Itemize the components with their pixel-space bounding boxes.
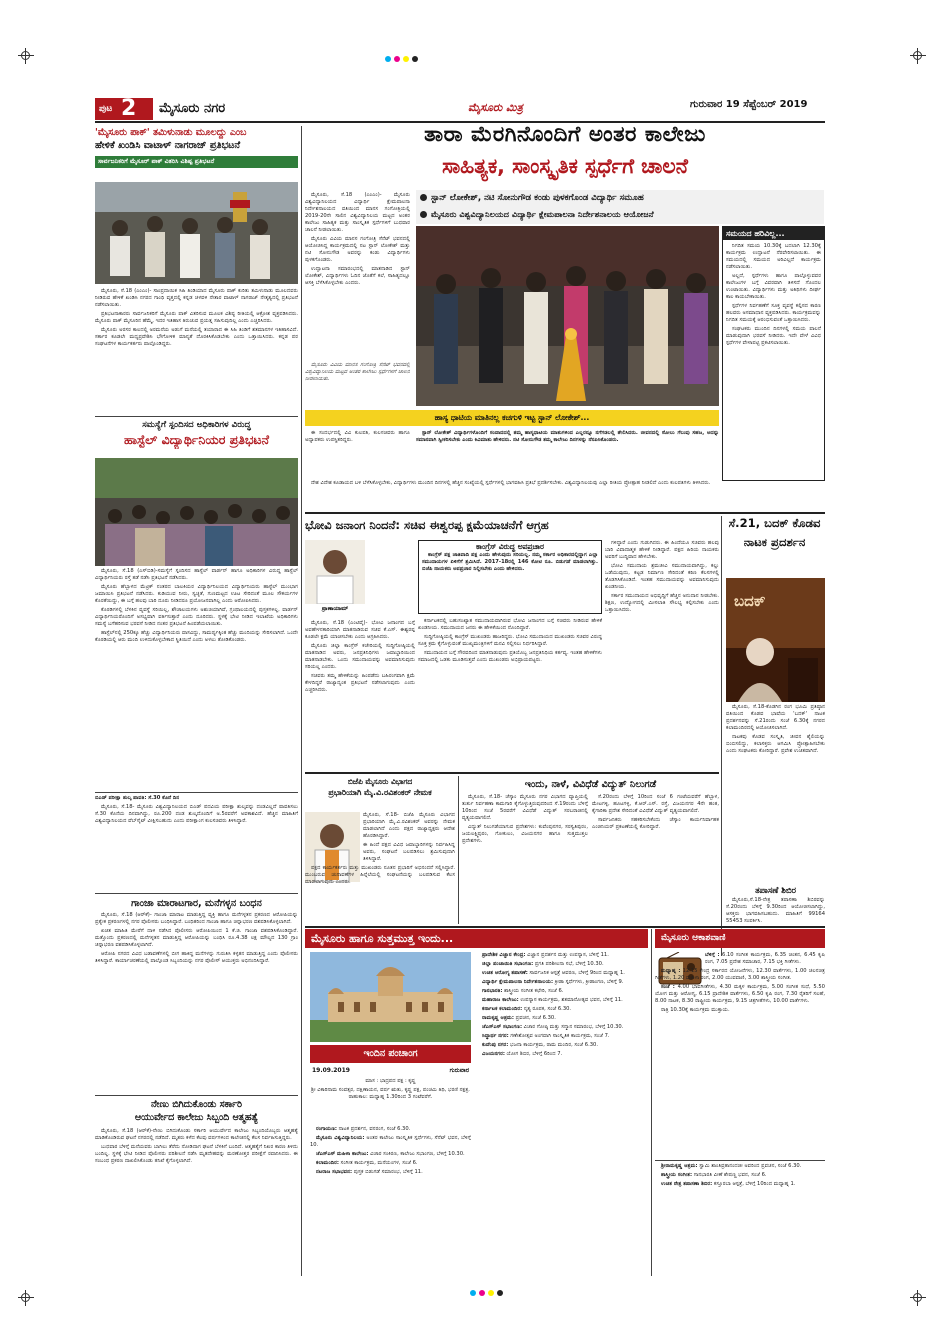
power-body-col2: ಸೆ.20ರಂದು ಬೆಳಿಗ್ಗೆ 10ರಿಂದ ಸಂಜೆ 6 ಗಂಟೆಯವರೆಗೆ ಹೆಬ್ಬಾಳ, ಮೇಟಗಳ್ಳಿ, ಹೂಟಗಳ್ಳಿ, ಕೆ.ಆರ್.ಎಸ್. ರಸ್ತೆ, ವಿಜಯನಗರ 4ನೇ ಹಂತ, ಕೈಗಾರಿಕಾ ಪ್ರದೇಶ ಸೇರಿದಂತೆ ವಿವಿಧೆಡೆ ವಿದ್ಯುತ್ ವ್ಯತ್ಯಯವಾಗಲಿದೆ. ಸಾರ್ವಜನಿಕರು ಸಹಕರಿಸಬೇಕೆಂದು ಚೆಸ್ಕಾಂ ಕಾರ್ಯನಿರ್ವಾಹಕ ಎಂಜಿನಿಯರ್ ಪ್ರಕಟಣೆಯಲ್ಲಿ ಕೋರಿದ್ದಾರೆ.: [592, 794, 719, 830]
divider: [95, 416, 298, 417]
lead-quote-body: ಸ್ಟಾನ್ ಲೋಕೇಶ್ ವಿದ್ಯಾರ್ಥಿಗಳೊಂದಿಗೆ ಸಂವಾದದಲ್ಲಿ ತಮ್ಮ ಹಾಸ್ಯಧಾಟಿಯ ಮಾತುಗಳಿಂದ ಎಲ್ಲರನ್ನೂ ನಗೆಗಡಲಲ್ಲಿ ತೇಲಿಸಿದರು. ಜೀವನದಲ್ಲಿ ಸೋಲು ಗೆಲುವು ಸಹಜ, ಅದನ್ನು ಸಮಾನವಾಗಿ ಸ್ವೀಕರಿಸಬೇಕು ಎಂದು ಕಿವಿಮಾತು ಹೇಳಿದರು. ನಟಿ ಸೋನುಗೌಡ ತಮ್ಮ ಕಾಲೇಜು ದಿನಗಳನ್ನು ನೆನಪಿಸಿಕೊಂಡರು.: [416, 430, 719, 443]
section-rule: [305, 772, 719, 774]
lead-headline-line2: ಸಾಹಿತ್ಯಕ, ಸಾಂಸ್ಕೃತಿಕ ಸ್ಪರ್ಧೆಗೆ ಚಾಲನೆ: [442, 154, 688, 178]
events-title: ಮೈಸೂರು ಹಾಗೂ ಸುತ್ತಮುತ್ತ ಇಂದು...: [311, 932, 454, 945]
sidebar-body: ನಿಗದಿತ ಸಮಯ 10.30ಕ್ಕೆ ಬದಲಾಗಿ 12.30ಕ್ಕೆ ಕಾರ್ಯಕ್ರಮ ಉದ್ಘಾಟನೆ ನೆರವೇರಿಸಲಾಯಿತು. ಈ ಸಮಯದಲ್ಲಿ ಸಮಯದ ಅರಿವಿಲ್ಲದೆ ಕಾರ್ಯಕ್ರಮ ನಡೆಸಲಾಯಿತು. ಅಲ್ಲದೆ, ಸ್ಪರ್ಧೆಗಳು ಹಾಗೂ ಪಾಲ್ಗೊಳ್ಳುವವರ ಕಾಲೇಜುಗಳ ಬಗ್ಗೆ ವಿವರವಾಗಿ ತಿಳಿಸದೆ ಗೊಂದಲ ಉಂಟಾಯಿತು. ವಿದ್ಯಾರ್ಥಿಗಳು ಮತ್ತು ಅತಿಥಿಗಳು ದೀರ್ಘ ಕಾಲ ಕಾಯಬೇಕಾಯಿತು. ಸ್ಪರ್ಧೆಗಳ ನಿರ್ವಹಣೆಗೆ ಸೂಕ್ತ ವ್ಯವಸ್ಥೆ ಕಲ್ಪಿಸದ ಕಾರಣ ಹಲವರು ಅಸಮಾಧಾನ ವ್ಯಕ್ತಪಡಿಸಿದರು. ಕಾರ್ಯಕ್ರಮವನ್ನು ನಿಗದಿತ ಸಮಯಕ್ಕೆ ಆರಂಭಿಸುವಂತೆ ಒತ್ತಾಯಿಸಿದರು. ಸಂಘಟಕರು ಮುಂದಿನ ದಿನಗಳಲ್ಲಿ ಸಮಯ ಪಾಲನೆ ಮಾಡುವುದಾಗಿ ಭರವಸೆ ನೀಡಿದರು. ಇದೇ ವೇಳೆ ವಿವಿಧ ಸ್ಪರ್ಧೆಗಳ ವೇಳಾಪಟ್ಟಿ ಪ್ರಕಟಿಸಲಾಯಿತು.: [726, 243, 821, 346]
photo-caption: ಪ್ರಾಣಾಯಾಮ್: [321, 606, 349, 612]
inset-body: ಕಾಂಗ್ರೆಸ್ ಪಕ್ಷ ಜಾತಿವಾದಿ ಪಕ್ಷ ಎಂದು ಹೇಳುವುದು ಸರಿಯಲ್ಲ. ನಮ್ಮ ಸರ್ಕಾರ ಅಧಿಕಾರದಲ್ಲಿದ್ದಾಗ ಎಲ್ಲಾ ಸಮುದಾಯಗಳ ಏಳಿಗೆಗೆ ಶ್ರಮಿಸಿದೆ. 2017-18ರಲ್ಲಿ 146 ಕೋಟಿ ರೂ. ಬಿಡುಗಡೆ ಮಾಡಲಾಗಿತ್ತು. ಬಿಜೆಪಿ ನಾಯಕರು ಅಪಪ್ರಚಾರ ನಿಲ್ಲಿಸಬೇಕು ಎಂದು ಹೇಳಿದರು.: [422, 552, 598, 572]
camp-body: ಮೈಸೂರು,ಸೆ.18-ನೇತ್ರ ತಪಾಸಣಾ ಶಿಬಿರವನ್ನು ಸೆ.20ರಂದು ಬೆಳಿಗ್ಗೆ 9.30ರಿಂದ ಆಯೋಜಿಸಲಾಗಿದ್ದು, ಆಸಕ್ತರು ಭಾಗವಹಿಸಬಹುದು. ಮಾಹಿತಿಗೆ 99164 55453 ಸಂಪರ್ಕಿಸಿ.: [726, 897, 825, 924]
column-rule: [721, 516, 722, 956]
palace-art: [310, 952, 471, 1042]
page-label: ಪುಟ: [99, 104, 113, 114]
bhovi-body-col2: ಕರ್ನಾಟಕದಲ್ಲಿ ಬಹುಸಂಖ್ಯಾತ ಸಮುದಾಯವಾಗಿರುವ ಭೋವಿ ಜನಾಂಗದ ಬಗ್ಗೆ ಸಚಿವರು ನೀಡಿರುವ ಹೇಳಿಕೆ ಖಂಡನೀಯ. ಸಮುದಾಯದ ಜನರು ಈ ಹೇಳಿಕೆಯಿಂದ ನೊಂದಿದ್ದಾರೆ. ಸುದ್ದಿಗೋಷ್ಠಿಯಲ್ಲಿ ಕಾಂಗ್ರೆಸ್ ಮುಖಂಡರು ಹಾಜರಿದ್ದರು. ಭೋವಿ ಸಮುದಾಯದ ಮುಖಂಡರು ಸಚಿವರ ವಿರುದ್ಧ ಸೂಕ್ತ ಕ್ರಮ ಕೈಗೊಳ್ಳುವಂತೆ ಮುಖ್ಯಮಂತ್ರಿಗಳಿಗೆ ಮನವಿ ಸಲ್ಲಿಸಲು ನಿರ್ಧರಿಸಿದ್ದಾರೆ. ಸಮುದಾಯದ ಬಗ್ಗೆ ಗೌರವದಿಂದ ಮಾತನಾಡುವುದು ಪ್ರತಿಯೊಬ್ಬ ಜನಪ್ರತಿನಿಧಿಯ ಕರ್ತವ್ಯ. ಇಂತಹ ಹೇಳಿಕೆಗಳು ಸಮಾಜದಲ್ಲಿ ಒಡಕು ಮೂಡಿಸುತ್ತವೆ ಎಂದು ಮುಖಂಡರು ಅಭಿಪ್ರಾಯಪಟ್ಟರು.: [418, 618, 602, 663]
section-name: ಮೈಸೂರು ನಗರ: [159, 101, 226, 116]
divider: [95, 792, 298, 793]
stage-photo-art: [416, 226, 719, 406]
poster-title: ಬದಕ್: [734, 592, 766, 610]
panchanga-title: ಇಂದಿನ ಪಂಚಾಂಗ: [363, 1048, 418, 1059]
divider: [95, 1095, 298, 1096]
section-header: [95, 98, 293, 120]
story-mysorepak-body: ಮೈಸೂರು, ಸೆ.18 (ಎಂಎಂ)- ಸಾಂಪ್ರದಾಯಿಕ ಸಿಹಿ ತಿಂಡಿಯಾದ ಮೈಸೂರು ಪಾಕ್ ಕುರಿತು ತಮಿಳುನಾಡು ಮೂಲದವರು ನೀಡಿರುವ ಹೇಳಿಕೆ ಖಂಡಿಸಿ ನಗರದ ಗಾಂಧಿ ವೃತ್ತದಲ್ಲಿ ಕನ್ನಡ ಚಳವಳಿ ನೇತಾರ ವಾಟಾಳ್ ನಾಗರಾಜ್ ನೇತೃತ್ವದಲ್ಲಿ ಪ್ರತಿಭಟನೆ ನಡೆಸಲಾಯಿತು. ಪ್ರತಿಭಟನಾಕಾರರು ಸಾರ್ವಜನಿಕರಿಗೆ ಮೈಸೂರು ಪಾಕ್ ವಿತರಿಸುವ ಮೂಲಕ ವಿಶಿಷ್ಟ ರೀತಿಯಲ್ಲಿ ಆಕ್ರೋಶ ವ್ಯಕ್ತಪಡಿಸಿದರು. ಮೈಸೂರು ಪಾಕ್ ಮೈಸೂರಿನ ಹೆಮ್ಮೆ, ಇದರ ಇತಿಹಾಸ ತಿರುಚುವ ಪ್ರಯತ್ನ ಸಹಿಸುವುದಿಲ್ಲ ಎಂದು ಎಚ್ಚರಿಸಿದರು. ಮೈಸೂರು ಅರಸರ ಕಾಲದಲ್ಲಿ ಅರಮನೆಯ ಅಡುಗೆ ಮನೆಯಲ್ಲಿ ತಯಾರಾದ ಈ ಸಿಹಿ ತಿಂಡಿಗೆ ಶತಮಾನಗಳ ಇತಿಹಾಸವಿದೆ. ಸರ್ಕಾರ ಕೂಡಲೇ ಮಧ್ಯಪ್ರವೇಶಿಸಿ ಭೌಗೋಳಿಕ ಮಾನ್ಯತೆ ದೊರಕಿಸಿಕೊಡಬೇಕು ಎಂದು ಒತ್ತಾಯಿಸಿದರು. ಕನ್ನಡ ಪರ ಸಂಘಟನೆಗಳ ಕಾರ್ಯಕರ್ತರು ಪಾಲ್ಗೊಂಡಿದ್ದರು.: [95, 288, 298, 347]
lead-body-col1b: ಈ ಸಂದರ್ಭದಲ್ಲಿ ವಿವಿ ಕುಲಪತಿ, ಕುಲಸಚಿವರು ಹಾಗೂ ಅಧ್ಯಾಪಕರು ಉಪಸ್ಥಿತರಿದ್ದರು.: [305, 430, 410, 443]
power-headline: ಇಂದು, ನಾಳೆ, ವಿವಿಧೆಡೆ ವಿದ್ಯುತ್ ನಿಲುಗಡೆ: [524, 779, 657, 790]
events-banner: [305, 929, 648, 948]
power-body-col1: ಮೈಸೂರು, ಸೆ.18- ಚೆಸ್ಕಾಂ ಮೈಸೂರು ನಗರ ವಿಭಾಗದ ವ್ಯಾಪ್ತಿಯಲ್ಲಿ ತುರ್ತು ನಿರ್ವಹಣಾ ಕಾಮಗಾರಿ ಕೈಗೊಳ್ಳುತ್ತಿರುವುದರಿಂದ ಸೆ.19ರಂದು ಬೆಳಿಗ್ಗೆ 10ರಿಂದ ಸಂಜೆ 5ರವರೆಗೆ ವಿವಿಧೆಡೆ ವಿದ್ಯುತ್ ಸರಬರಾಜಿನಲ್ಲಿ ವ್ಯತ್ಯಯವಾಗಲಿದೆ. ವಿದ್ಯುತ್ ನಿಲುಗಡೆಯಾಗುವ ಪ್ರದೇಶಗಳು: ಕುವೆಂಪುನಗರ, ಸರಸ್ವತಿಪುರಂ, ಜಯಲಕ್ಷ್ಮಿಪುರಂ, ಗೋಕುಲಂ, ವಿಜಯನಗರ ಹಾಗೂ ಸುತ್ತಮುತ್ತಲ ಪ್ರದೇಶಗಳು.: [462, 794, 588, 844]
bhovi-body-col3: ಗಳಿದ್ದಾರೆ ಎಂದು ಗುಡುಗಿದರು. ಈ ಹಿಂದೆಯೂ ಸಚಿವರು ಹಲವು ಬಾರಿ ವಿವಾದಾತ್ಮಕ ಹೇಳಿಕೆ ನೀಡಿದ್ದಾರೆ. ಪಕ್ಷದ ಹಿರಿಯ ನಾಯಕರು ಅವರಿಗೆ ಬುದ್ಧಿವಾದ ಹೇಳಬೇಕು. ಭೋವಿ ಸಮುದಾಯ ಶ್ರಮಜೀವಿ ಸಮುದಾಯವಾಗಿದ್ದು, ಕಲ್ಲು ಒಡೆಯುವುದು, ಕಟ್ಟಡ ನಿರ್ಮಾಣ ಸೇರಿದಂತೆ ಕಠಿಣ ಕೆಲಸಗಳಲ್ಲಿ ತೊಡಗಿಸಿಕೊಂಡಿದೆ. ಇಂತಹ ಸಮುದಾಯವನ್ನು ಅವಮಾನಿಸುವುದು ಖಂಡನೀಯ. ಸರ್ಕಾರ ಸಮುದಾಯದ ಅಭಿವೃದ್ಧಿಗೆ ಹೆಚ್ಚಿನ ಅನುದಾನ ನೀಡಬೇಕು. ಶಿಕ್ಷಣ, ಉದ್ಯೋಗದಲ್ಲಿ ಮೀಸಲಾತಿ ಸೌಲಭ್ಯ ಕಲ್ಪಿಸಬೇಕು ಎಂದು ಒತ್ತಾಯಿಸಿದರು.: [605, 540, 719, 613]
bjp-kicker: ಬಿಜೆಪಿ ಮೈಸೂರು ವಿಭಾಗದ: [347, 777, 413, 786]
story-suicide: [95, 1098, 298, 1128]
bullet-icon: [420, 211, 427, 218]
color-bar: [470, 1290, 503, 1296]
events-list-col2: ಪ್ರಾದೇಶಿಕ ವಿಜ್ಞಾನ ಕೇಂದ್ರ: ವಿಜ್ಞಾನ ಪ್ರದರ್ಶನ ಮತ್ತು ಉಪನ್ಯಾಸ, ಬೆಳಿಗ್ಗೆ 11. ಜಿಲ್ಲಾ ಪಂಚಾಯಿತಿ ಸಭಾಂಗಣ: ಪ್ರಗತಿ ಪರಿಶೀಲನಾ ಸಭೆ, ಬೆಳಿಗ್ಗೆ 10.30. ಉಚಿತ ಆರೋಗ್ಯ ತಪಾಸಣೆ: ಸಾರ್ವಜನಿಕ ಆಸ್ಪತ್ರೆ ಆವರಣ, ಬೆಳಿಗ್ಗೆ 9ರಿಂದ ಮಧ್ಯಾಹ್ನ 1. ವಿದ್ಯಾರ್ಥಿ ಕ್ಷೇಮಪಾಲನಾ ನಿರ್ದೇಶನಾಲಯ: ಕ್ರೀಡಾ ಸ್ಪರ್ಧೆಗಳು, ಕ್ರೀಡಾಂಗಣ, ಬೆಳಿಗ್ಗೆ 9. ಗಾನಭಾರತಿ: ಶಾಸ್ತ್ರೀಯ ಸಂಗೀತ ಕಛೇರಿ, ಸಂಜೆ 6. ಮಹಾರಾಜ ಕಾಲೇಜು: ಉಪನ್ಯಾಸ ಕಾರ್ಯಕ್ರಮ, ಶತಮಾನೋತ್ಸವ ಭವನ, ಬೆಳಿಗ್ಗೆ 11. ಕರ್ನಾಟಕ ಕಲಾಮಂದಿರ: ನೃತ್ಯ ರೂಪಕ, ಸಂಜೆ 6.30. ರಾಮಕೃಷ್ಣ ಆಶ್ರಮ: ಪ್ರವಚನ, ಸಂಜೆ 6.30. ಜೆಎಸ್‌ಎಸ್ ಸಭಾಂಗಣ: ವಿಚಾರ ಗೋಷ್ಠಿ ಮತ್ತು ಸನ್ಮಾನ ಸಮಾರಂಭ, ಬೆಳಿಗ್ಗೆ 10.30. ಸಿದ್ಧಾರ್ಥ ನಗರ: ಗಣೇಶೋತ್ಸವ ಅಂಗವಾಗಿ ಸಾಂಸ್ಕೃತಿಕ ಕಾರ್ಯಕ್ರಮ, ಸಂಜೆ 7. ಕುವೆಂಪು ನಗರ: ಭಜನಾ ಕಾರ್ಯಕ್ರಮ, ರಾಮ ಮಂದಿರ, ಸಂಜೆ 6.30. ವಿಜಯನಗರ: ಯೋಗ ಶಿಬಿರ, ಬೆಳಿಗ್ಗೆ 6ರಿಂದ 7.: [482, 952, 625, 1057]
story-headline-line2: ಹೇಳಿಕೆ ಖಂಡಿಸಿ ವಾಟಾಳ್ ನಾಗರಾಜ್ ಪ್ರತಿಭಟನೆ: [95, 140, 241, 151]
paper-name: ಮೈಸೂರು ಮಿತ್ರ: [468, 101, 523, 114]
story-headline: ಹಾಸ್ಟೆಲ್ ವಿದ್ಯಾರ್ಥಿನಿಯರ ಪ್ರತಿಭಟನೆ: [123, 432, 270, 447]
radio-schedule: ಬೆಳಿಗ್ಗೆ : 6.10 ಸಂಗೀತ ಕಾರ್ಯಕ್ರಮ, 6.35 ಚಿಂತನ, 6.45 ಕೃಷಿ ರಂಗ, 7.05 ಪ್ರದೇಶ ಸಮಾಚಾರ, 7.15 ಭಕ್ತಿ ಗೀತೆಗಳು. ಮಧ್ಯಾಹ್ನ : 12.15 ಕೇಂದ್ರ ಸರ್ಕಾರದ ಯೋಜನೆಗಳು, 12.30 ವಾರ್ತೆಗಳು, 1.00 ಚಲನಚಿತ್ರ ಗೀತೆಗಳು, 1.20 ಮಹಿಳಾ ರಂಗ, 2.00 ಯುವವಾಣಿ, 3.00 ಶಾಸ್ತ್ರೀಯ ಸಂಗೀತ. ಸಂಜೆ : 4.00 ಭಾವಗೀತೆಗಳು, 4.30 ಮಕ್ಕಳ ಕಾರ್ಯಕ್ರಮ, 5.00 ಸಂಗೀತ ಸುಧೆ, 5.50 ಯೋಗ ಮತ್ತು ಆರೋಗ್ಯ, 6.15 ಪ್ರಾದೇಶಿಕ ವಾರ್ತೆಗಳು, 6.50 ಕೃಷಿ ರಂಗ, 7.30 ರೈತರಿಗೆ ಸಲಹೆ, 8.00 ನಾಟಕ, 8.30 ರಾಷ್ಟ್ರೀಯ ಕಾರ್ಯಕ್ರಮ, 9.15 ಚಿತ್ರಗೀತೆಗಳು, 10.00 ವಾರ್ತೆಗಳು. ರಾತ್ರಿ 10.30ಕ್ಕೆ ಕಾರ್ಯಕ್ರಮ ಮುಕ್ತಾಯ.: [655, 952, 825, 1013]
panchanga-day: ಗುರುವಾರ: [449, 1067, 469, 1074]
story-ganja-headline: ಗಾಂಜಾ ಮಾರಾಟಗಾರ, ಮನೆಗಳ್ಳನ ಬಂಧನ: [131, 898, 262, 909]
bhovi-inset-box: [418, 540, 602, 614]
story-exam-fee: ಬಿಎಡ್ ಪರೀಕ್ಷಾ ಶುಲ್ಕ ಪಾವತಿ: ಸೆ.30 ಕೊನೆ ದಿನ ಮೈಸೂರು, ಸೆ.18- ಮೈಸೂರು ವಿಶ್ವವಿದ್ಯಾನಿಲಯದ ಬಿಎಡ್ ಪದವಿಯ ಪರೀಕ್ಷಾ ಶುಲ್ಕವನ್ನು ದಂಡವಿಲ್ಲದೆ ಪಾವತಿಸಲು ಸೆ.30 ಕೊನೆಯ ದಿನವಾಗಿದ್ದು, ರೂ.200 ದಂಡ ಶುಲ್ಕದೊಂದಿಗೆ ಅ.5ರವರೆಗೆ ಅವಕಾಶವಿದೆ. ಹೆಚ್ಚಿನ ಮಾಹಿತಿಗೆ ವಿಶ್ವವಿದ್ಯಾನಿಲಯದ ವೆಬ್‌ಸೈಟ್ ವೀಕ್ಷಿಸಬಹುದು ಎಂದು ಪರೀಕ್ಷಾಂಗ ಕುಲಸಚಿವರು ತಿಳಿಸಿದ್ದಾರೆ.: [95, 795, 298, 824]
lead-stage-photo: [416, 226, 719, 406]
registration-mark: [910, 48, 926, 64]
registration-mark: [18, 1290, 34, 1306]
lead-bullet-2: ಮೈಸೂರು ವಿಶ್ವವಿದ್ಯಾನಿಲಯದ ವಿದ್ಯಾರ್ಥಿ ಕ್ಷೇಮಪಾಲನಾ ನಿರ್ದೇಶನಾಲಯ ಆಯೋಜನೆ: [416, 206, 824, 222]
palace-photo: [310, 952, 471, 1042]
column-rule: [458, 776, 459, 924]
bjp-headline-block: [305, 776, 455, 808]
story-strap: ಸಾರ್ವಜನಿಕರಿಗೆ ಮೈಸೂರ್ ಪಾಕ್ ವಿತರಿಸಿ ವಿಶಿಷ್ಟ ಪ್ರತಿಭಟನೆ: [95, 156, 298, 168]
story-kicker: ಸಮಸ್ಯೆಗೆ ಸ್ಪಂದಿಸದ ಅಧಿಕಾರಿಗಳ ವಿರುದ್ಧ: [142, 420, 251, 430]
story-headline-line1: ನೇಣು ಬಿಗಿದುಕೊಂಡು ಸರ್ಕಾರಿ: [151, 1099, 242, 1110]
bullet-icon: [420, 194, 427, 201]
divider: [95, 893, 298, 894]
color-bar: [385, 56, 418, 62]
column-rule: [301, 126, 302, 1276]
hostel-photo-art: [95, 458, 298, 566]
lead-bullet-1: ಸ್ಟಾನ್ ಲೋಕೇಶ್, ನಟಿ ಸೋನುಗೌಡ ಕಂಡು ಪುಳಕಗೊಂಡ ವಿದ್ಯಾರ್ಥಿ ಸಮೂಹ: [416, 190, 824, 206]
lead-photo-caption: ಮೈಸೂರು ವಿವಿಯ ಮಾನಸ ಗಂಗೋತ್ರಿ ಸೆನೆಟ್ ಭವನದಲ್ಲಿ ವಿಶ್ವವಿದ್ಯಾನಿಲಯ ಮಟ್ಟದ ಅಂತರ ಕಾಲೇಜು ಸ್ಪರ್ಧೆಗಳಿಗೆ ಚಾಲನೆ ನೀಡಲಾಯಿತು.: [305, 362, 410, 382]
events-list-col1: ರಂಗಾಯಣ: ನಾಟಕ ಪ್ರದರ್ಶನ, ವನರಂಗ, ಸಂಜೆ 6.30. ಮೈಸೂರು ವಿಶ್ವವಿದ್ಯಾನಿಲಯ: ಅಂತರ ಕಾಲೇಜು ಸಾಂಸ್ಕೃತಿಕ ಸ್ಪರ್ಧೆಗಳು, ಸೆನೆಟ್ ಭವನ, ಬೆಳಿಗ್ಗೆ 10. ಜೆಎಸ್‌ಎಸ್ ಮಹಿಳಾ ಕಾಲೇಜು: ವಿಚಾರ ಸಂಕಿರಣ, ಕಾಲೇಜು ಸಭಾಂಗಣ, ಬೆಳಿಗ್ಗೆ 10.30. ಕಲಾಮಂದಿರ: ಸಂಗೀತ ಕಾರ್ಯಕ್ರಮ, ಮನೆಯಂಗಳ, ಸಂಜೆ 6. ನಟರಾಜ ಸಭಾಭವನ: ಪುಸ್ತಕ ಬಿಡುಗಡೆ ಸಮಾರಂಭ, ಬೆಳಿಗ್ಗೆ 11.: [310, 1126, 471, 1175]
panchanga-body: ಮಾಸ : ಭಾದ್ರಪದ ಪಕ್ಷ : ಕೃಷ್ಣ ಶ್ರೀ ವಿಕಾರಿನಾಮ ಸಂವತ್ಸರ, ದಕ್ಷಿಣಾಯನ, ವರ್ಷ ಋತು, ಕೃಷ್ಣ ಪಕ್ಷ, ಪಂಚಮಿ ತಿಥಿ, ಭರಣಿ ನಕ್ಷತ್ರ. ರಾಹುಕಾಲ: ಮಧ್ಯಾಹ್ನ 1.30ರಿಂದ 3 ಗಂಟೆವರೆಗೆ.: [311, 1078, 470, 1100]
hostel-protest-photo: [95, 458, 298, 566]
panchanga-date: 19.09.2019: [312, 1067, 350, 1074]
bhovi-body-col1: ಮೈಸೂರು, ಸೆ.18 (ಎಂಟಿವೈ)- ಭೋವಿ ಜನಾಂಗದ ಬಗ್ಗೆ ಅವಹೇಳನಕಾರಿಯಾಗಿ ಮಾತನಾಡಿರುವ ಸಚಿವ ಕೆ.ಎಸ್. ಈಶ್ವರಪ್ಪ ಕೂಡಲೇ ಕ್ಷಮೆ ಯಾಚಿಸಬೇಕು ಎಂದು ಆಗ್ರಹಿಸಿದರು. ಮೈಸೂರು ಜಿಲ್ಲಾ ಕಾಂಗ್ರೆಸ್ ಕಚೇರಿಯಲ್ಲಿ ಸುದ್ದಿಗೋಷ್ಠಿಯಲ್ಲಿ ಮಾತನಾಡಿದ ಅವರು, ಜನಪ್ರತಿನಿಧಿಗಳು ಜವಾಬ್ದಾರಿಯಿಂದ ಮಾತನಾಡಬೇಕು. ಒಂದು ಸಮುದಾಯವನ್ನು ಅವಮಾನಿಸುವುದು ಸರಿಯಲ್ಲ ಎಂದರು. ಸಚಿವರು ತಮ್ಮ ಹೇಳಿಕೆಯನ್ನು ಹಿಂಪಡೆದು ಬಹಿರಂಗವಾಗಿ ಕ್ಷಮೆ ಕೇಳದಿದ್ದರೆ ರಾಜ್ಯಾದ್ಯಂತ ಪ್ರತಿಭಟನೆ ನಡೆಸಲಾಗುವುದು ಎಂದು ಎಚ್ಚರಿಸಿದರು.: [305, 620, 415, 693]
story-hostel-body: ಮೈಸೂರು, ಸೆ.18 (ಎಸ್‌ಬಿಡಿ)-ಸಮಸ್ಯೆಗೆ ಸ್ಪಂದಿಸದ ಹಾಸ್ಟೆಲ್ ವಾರ್ಡನ್ ಹಾಗೂ ಅಧಿಕಾರಿಗಳ ವಿರುದ್ಧ ಹಾಸ್ಟೆಲ್ ವಿದ್ಯಾರ್ಥಿನಿಯರು ರಸ್ತೆ ತಡೆ ನಡೆಸಿ ಪ್ರತಿಭಟನೆ ನಡೆಸಿದರು. ಮೈಸೂರು ಹೆಬ್ಬಾಳದ ಮೆಟ್ರಿಕ್ ನಂತರದ ಬಾಲಕಿಯರ ವಿದ್ಯಾರ್ಥಿನಿಲಯದ ವಿದ್ಯಾರ್ಥಿನಿಯರು ಹಾಸ್ಟೆಲ್ ಮುಂಭಾಗ ಜಮಾಯಿಸಿ ಪ್ರತಿಭಟನೆ ನಡೆಸಿದರು. ಕುಡಿಯುವ ನೀರು, ಸ್ವಚ್ಛತೆ, ಗುಣಮಟ್ಟದ ಊಟ ಸೇರಿದಂತೆ ಮೂಲ ಸೌಕರ್ಯಗಳ ಕೊರತೆಯಿದ್ದು, ಈ ಬಗ್ಗೆ ಹಲವು ಬಾರಿ ದೂರು ನೀಡಿದರೂ ಪ್ರಯೋಜನವಾಗಿಲ್ಲ ಎಂದು ಆರೋಪಿಸಿದರು. ಕೊಠಡಿಗಳಲ್ಲಿ ಬೆಳಕಿನ ವ್ಯವಸ್ಥೆ ಸರಿಯಿಲ್ಲ, ಶೌಚಾಲಯಗಳು ಅಶುಚಿಯಾಗಿವೆ, ಗ್ರಂಥಾಲಯದಲ್ಲಿ ಪುಸ್ತಕಗಳಿಲ್ಲ. ವಾರ್ಡನ್ ವಿದ್ಯಾರ್ಥಿನಿಯರೊಂದಿಗೆ ಅಸಭ್ಯವಾಗಿ ವರ್ತಿಸುತ್ತಾರೆ ಎಂದು ದೂರಿದರು. ಸ್ಥಳಕ್ಕೆ ಭೇಟಿ ನೀಡಿದ ಇಲಾಖೆಯ ಅಧಿಕಾರಿಗಳು ಸಮಸ್ಯೆ ಬಗೆಹರಿಸುವ ಭರವಸೆ ನೀಡಿದ ನಂತರ ಪ್ರತಿಭಟನೆ ಹಿಂಪಡೆಯಲಾಯಿತು. ಹಾಸ್ಟೆಲ್‌ನಲ್ಲಿ 250ಕ್ಕೂ ಹೆಚ್ಚು ವಿದ್ಯಾರ್ಥಿನಿಯರು ವಾಸವಿದ್ದು, ಸಾಮರ್ಥ್ಯಕ್ಕಿಂತ ಹೆಚ್ಚು ಮಂದಿಯನ್ನು ಸೇರಿಸಲಾಗಿದೆ. ಒಂದೇ ಕೊಠಡಿಯಲ್ಲಿ ಆರು ಮಂದಿ ಉಳಿದುಕೊಳ್ಳಬೇಕಾದ ಸ್ಥಿತಿಯಿದೆ ಎಂದು ಅಳಲು ತೋಡಿಕೊಂಡರು.: [95, 568, 298, 643]
protest-photo-art: [95, 182, 298, 284]
paper-logo: [468, 96, 568, 114]
section-rule: [305, 926, 825, 928]
panchanga-banner: [310, 1045, 471, 1063]
drama-headline-block: [724, 514, 825, 574]
story-headline-line2: ಆಯುರ್ವೇದ ಕಾಲೇಜು ಸಿಬ್ಬಂದಿ ಆತ್ಮಹತ್ಯೆ: [134, 1112, 259, 1123]
camp-headline: ತಪಾಸಣೆ ಶಿಬಿರ: [755, 885, 796, 895]
column-rule: [651, 929, 652, 1276]
sidebar-time-box: [722, 226, 825, 481]
drama-headline: ಸೆ.21, ಬದಕ್ ಕೊಡವ ನಾಟಕ ಪ್ರದರ್ಶನ: [728, 516, 821, 549]
story-hostel: [95, 420, 298, 456]
sidebar-title: ಸಮಯದ ಹರಿವಿಲ್ಲ...: [723, 227, 824, 240]
drama-body: ಮೈಸೂರು, ಸೆ.18-ಕೊಡಗಿನ ರಂಗ ಭೂಮಿ ಪ್ರತಿಷ್ಠಾನ ವತಿಯಿಂದ ಕೊಡವ ಭಾಷೆಯ 'ಬದಕ್' ನಾಟಕ ಪ್ರದರ್ಶನವನ್ನು ಸೆ.21ರಂದು ಸಂಜೆ 6.30ಕ್ಕೆ ನಗರದ ಕಲಾಮಂದಿರದಲ್ಲಿ ಆಯೋಜಿಸಲಾಗಿದೆ. ನಾಟಕವು ಕೊಡವ ಸಂಸ್ಕೃತಿ, ಜೀವನ ಶೈಲಿಯನ್ನು ಬಿಂಬಿಸಲಿದ್ದು, ಕಲಾಸಕ್ತರು ಆಗಮಿಸಿ ಪ್ರೋತ್ಸಾಹಿಸಬೇಕು ಎಂದು ಸಂಘಟಕರು ಕೋರಿದ್ದಾರೆ. ಪ್ರವೇಶ ಉಚಿತವಾಗಿದೆ.: [726, 704, 825, 754]
registration-mark: [910, 1290, 926, 1306]
drama-poster: [726, 578, 825, 702]
story-suicide-body: ಮೈಸೂರು, ಸೆ.18 (ಆರ್‌ಕೆ)-ನೇಣು ಬಿಗಿದುಕೊಂಡು ಸರ್ಕಾರಿ ಆಯುರ್ವೇದ ಕಾಲೇಜು ಸಿಬ್ಬಂದಿಯೊಬ್ಬರು ಆತ್ಮಹತ್ಯೆ ಮಾಡಿಕೊಂಡಿರುವ ಘಟನೆ ನಗರದಲ್ಲಿ ನಡೆದಿದೆ. ಮೃತರು ಕಳೆದ ಕೆಲವು ವರ್ಷಗಳಿಂದ ಕಾಲೇಜಿನಲ್ಲಿ ಕೆಲಸ ನಿರ್ವಹಿಸುತ್ತಿದ್ದರು. ಬುಧವಾರ ಬೆಳಿಗ್ಗೆ ಮನೆಯವರು ಬಾಗಿಲು ತೆರೆದು ನೋಡಿದಾಗ ಘಟನೆ ಬೆಳಕಿಗೆ ಬಂದಿದೆ. ಆತ್ಮಹತ್ಯೆಗೆ ನಿಖರ ಕಾರಣ ತಿಳಿದು ಬಂದಿಲ್ಲ. ಸ್ಥಳಕ್ಕೆ ಭೇಟಿ ನೀಡಿದ ಪೊಲೀಸರು ಪರಿಶೀಲನೆ ನಡೆಸಿ ಮೃತದೇಹವನ್ನು ಮರಣೋತ್ತರ ಪರೀಕ್ಷೆಗೆ ರವಾನಿಸಿದರು. ಈ ಸಂಬಂಧ ಪ್ರಕರಣ ದಾಖಲಿಸಿಕೊಂಡು ತನಿಖೆ ಕೈಗೊಳ್ಳಲಾಗಿದೆ.: [95, 1128, 298, 1164]
lead-headline-line1: ತಾರಾ ಮೆರಗಿನೊಂದಿಗೆ ಅಂತರ ಕಾಲೇಜು: [424, 122, 706, 147]
lead-body-col1: ಮೈಸೂರು, ಸೆ.18 (ಎಂಎಂ)- ಮೈಸೂರು ವಿಶ್ವವಿದ್ಯಾನಿಲಯದ ವಿದ್ಯಾರ್ಥಿ ಕ್ಷೇಮಪಾಲನಾ ನಿರ್ದೇಶನಾಲಯದ ವತಿಯಿಂದ ಮಾನಸ ಗಂಗೋತ್ರಿಯಲ್ಲಿ 2019-20ನೇ ಸಾಲಿನ ವಿಶ್ವವಿದ್ಯಾನಿಲಯ ಮಟ್ಟದ ಅಂತರ ಕಾಲೇಜು ಸಾಹಿತ್ಯಕ ಮತ್ತು ಸಾಂಸ್ಕೃತಿಕ ಸ್ಪರ್ಧೆಗಳಿಗೆ ಬುಧವಾರ ಚಾಲನೆ ನೀಡಲಾಯಿತು. ಮೈಸೂರು ವಿವಿಯ ಮಾನಸ ಗಂಗೋತ್ರಿ ಸೆನೆಟ್ ಭವನದಲ್ಲಿ ಆಯೋಜಿಸಿದ್ದ ಕಾರ್ಯಕ್ರಮದಲ್ಲಿ ನಟ ಸ್ಟಾನ್ ಲೋಕೇಶ್ ಮತ್ತು ನಟಿ ಸೋನುಗೌಡ ಅವರನ್ನು ಕಂಡು ವಿದ್ಯಾರ್ಥಿಗಳು ಪುಳಕಗೊಂಡರು. ಉದ್ಘಾಟನಾ ಸಮಾರಂಭದಲ್ಲಿ ಮಾತನಾಡಿದ ಸ್ಟಾನ್ ಲೋಕೇಶ್, ವಿದ್ಯಾರ್ಥಿಗಳು ಓದಿನ ಜೊತೆಗೆ ಕಲೆ, ಸಾಹಿತ್ಯದಲ್ಲೂ ಆಸಕ್ತಿ ಬೆಳೆಸಿಕೊಳ್ಳಬೇಕು ಎಂದರು.: [305, 192, 410, 286]
story-mysorepak: [95, 126, 298, 186]
page-number-tag: [95, 98, 153, 120]
radio-title: ಮೈಸೂರು ಆಕಾಶವಾಣಿ: [661, 933, 726, 943]
divider: [655, 1160, 825, 1161]
story-headline-line1: 'ಮೈಸೂರು ಪಾಕ್' ತಮಿಳುನಾಡು ಮೂಲದ್ದು ಎಂಬ: [95, 127, 247, 138]
protest-photo: [95, 182, 298, 284]
bjp-headline: ಪ್ರಭಾರಿಯಾಗಿ ಮೈ.ವಿ.ರವಿಶಂಕರ್ ನೇಮಕ: [328, 788, 432, 797]
bjp-body: ಮೈಸೂರು, ಸೆ.18- ಬಿಜೆಪಿ ಮೈಸೂರು ವಿಭಾಗದ ಪ್ರಭಾರಿಯಾಗಿ ಮೈ.ವಿ.ರವಿಶಂಕರ್ ಅವರನ್ನು ನೇಮಕ ಮಾಡಲಾಗಿದೆ ಎಂದು ಪಕ್ಷದ ರಾಜ್ಯಾಧ್ಯಕ್ಷರು ಆದೇಶ ಹೊರಡಿಸಿದ್ದಾರೆ. ಈ ಹಿಂದೆ ಪಕ್ಷದ ವಿವಿಧ ಜವಾಬ್ದಾರಿಗಳನ್ನು ನಿರ್ವಹಿಸಿದ್ದ ಅವರು, ಸಂಘಟನೆ ಬಲಪಡಿಸಲು ಶ್ರಮಿಸುವುದಾಗಿ ತಿಳಿಸಿದ್ದಾರೆ. ಪಕ್ಷದ ಕಾರ್ಯಕರ್ತರು ಮತ್ತು ಮುಖಂಡರು ನೂತನ ಪ್ರಭಾರಿಗೆ ಅಭಿನಂದನೆ ಸಲ್ಲಿಸಿದ್ದಾರೆ. ಮುಂಬರುವ ಚುನಾವಣೆಗಳ ಹಿನ್ನೆಲೆಯಲ್ಲಿ ಸಂಘಟನೆಯನ್ನು ಬಲಪಡಿಸುವ ಕೆಲಸ ಮಾಡಲಾಗುವುದು ಎಂದರು.: [305, 812, 455, 885]
inset-title: ಕಾಂಗ್ರೆಸ್ ವಿರುದ್ಧ ಅಪಪ್ರಚಾರ: [476, 542, 544, 551]
lead-headline-block: [305, 120, 825, 190]
lead-quote-bar: [305, 410, 719, 426]
page-number: 2: [121, 96, 137, 121]
bhovi-headline: ಭೋವಿ ಜನಾಂಗ ನಿಂದನೆ: ಸಚಿವ ಈಶ್ವರಪ್ಪ ಕ್ಷಮೆಯಾಚನೆಗೆ ಆಗ್ರಹ: [305, 518, 549, 532]
panchanga-dateline: [310, 1065, 471, 1077]
issue-date: ಗುರುವಾರ 19 ಸೆಪ್ಟೆಂಬರ್ 2019: [690, 99, 808, 110]
lead-bullets: [416, 190, 824, 224]
lead-quote: ಹಾಸ್ಯ ಧಾಟಿಯ ಮಾತಿನಲ್ಲ ಕಚಗುಳಿ ಇಟ್ಟ ಸ್ಟಾನ್ ಲೋಕೇಶ್...: [434, 413, 590, 422]
radio-notes: ಶ್ರೀರಾಮಕೃಷ್ಣ ಆಶ್ರಮ: ಸ್ವಾಮಿ ಶಾಂತಿವ್ರತಾನಂದಜೀ ಅವರಿಂದ ಪ್ರವಚನ, ಸಂಜೆ 6.30. ಶಾಸ್ತ್ರೀಯ ಸಂಗೀತ: ಗಾನಭಾರತಿ ವೀಣೆ ಶೇಷಣ್ಣ ಭವನ, ಸಂಜೆ 6. ಉಚಿತ ನೇತ್ರ ತಪಾಸಣಾ ಶಿಬಿರ: ಕಸ್ತೂರಬಾ ಆಸ್ಪತ್ರೆ, ಬೆಳಿಗ್ಗೆ 10ರಿಂದ ಮಧ್ಯಾಹ್ನ 1.: [661, 1163, 802, 1187]
registration-mark: [18, 48, 34, 64]
story-ganja-body: ಮೈಸೂರು, ಸೆ.18 (ಆರ್‌ಕೆ)- ಗಾಂಜಾ ಮಾರಾಟ ಮಾಡುತ್ತಿದ್ದ ವ್ಯಕ್ತಿ ಹಾಗೂ ಮನೆಗಳ್ಳತನ ಪ್ರಕರಣದ ಆರೋಪಿಯನ್ನು ಪ್ರತ್ಯೇಕ ಪ್ರಕರಣಗಳಲ್ಲಿ ನಗರ ಪೊಲೀಸರು ಬಂಧಿಸಿದ್ದಾರೆ. ಬಂಧಿತರಿಂದ ಗಾಂಜಾ ಹಾಗೂ ಚಿನ್ನಾಭರಣ ವಶಪಡಿಸಿಕೊಳ್ಳಲಾಗಿದೆ. ಖಚಿತ ಮಾಹಿತಿ ಮೇರೆಗೆ ದಾಳಿ ನಡೆಸಿದ ಪೊಲೀಸರು ಆರೋಪಿಯಿಂದ 1 ಕೆ.ಜಿ. ಗಾಂಜಾ ವಶಪಡಿಸಿಕೊಂಡಿದ್ದಾರೆ. ಮತ್ತೊಂದು ಪ್ರಕರಣದಲ್ಲಿ ಮನೆಗಳ್ಳತನ ಮಾಡುತ್ತಿದ್ದ ಆರೋಪಿಯನ್ನು ಬಂಧಿಸಿ ರೂ.4.38 ಲಕ್ಷ ಮೌಲ್ಯದ 130 ಗ್ರಾಂ ಚಿನ್ನಾಭರಣ ವಶಪಡಿಸಿಕೊಳ್ಳಲಾಗಿದೆ. ಆರೋಪಿ ನಗರದ ವಿವಿಧ ಬಡಾವಣೆಗಳಲ್ಲಿ ಬೀಗ ಹಾಕಿದ್ದ ಮನೆಗಳನ್ನು ಗುರುತಿಸಿ ಕಳ್ಳತನ ಮಾಡುತ್ತಿದ್ದ ಎಂದು ಪೊಲೀಸರು ತಿಳಿಸಿದ್ದಾರೆ. ಕಾರ್ಯಾಚರಣೆಯಲ್ಲಿ ಪಾಲ್ಗೊಂಡ ಸಿಬ್ಬಂದಿಯನ್ನು ನಗರ ಪೊಲೀಸ್ ಆಯುಕ್ತರು ಅಭಿನಂದಿಸಿದ್ದಾರೆ.: [95, 912, 298, 964]
radio-banner: [655, 929, 825, 948]
lead-body-bottom: ದೇಶ ವಿದೇಶ ಕೂಡಾಯದ ಬಳಿ ಬೆಳೆಸಿಕೊಳ್ಳಬೇಕು, ವಿದ್ಯಾರ್ಥಿಗಳು ಮುಂದಿನ ದಿನಗಳಲ್ಲಿ ಹೆಚ್ಚಿನ ಸಂಖ್ಯೆಯಲ್ಲಿ ಸ್ಪರ್ಧೆಗಳಲ್ಲಿ ಭಾಗವಹಿಸಿ ಪ್ರತಿಭೆ ಪ್ರದರ್ಶಿಸಬೇಕು. ವಿಶ್ವವಿದ್ಯಾನಿಲಯವು ಎಲ್ಲಾ ರೀತಿಯ ಪ್ರೋತ್ಸಾಹ ನೀಡಲಿದೆ ಎಂದು ಕುಲಪತಿಗಳು ತಿಳಿಸಿದರು.: [311, 480, 711, 486]
